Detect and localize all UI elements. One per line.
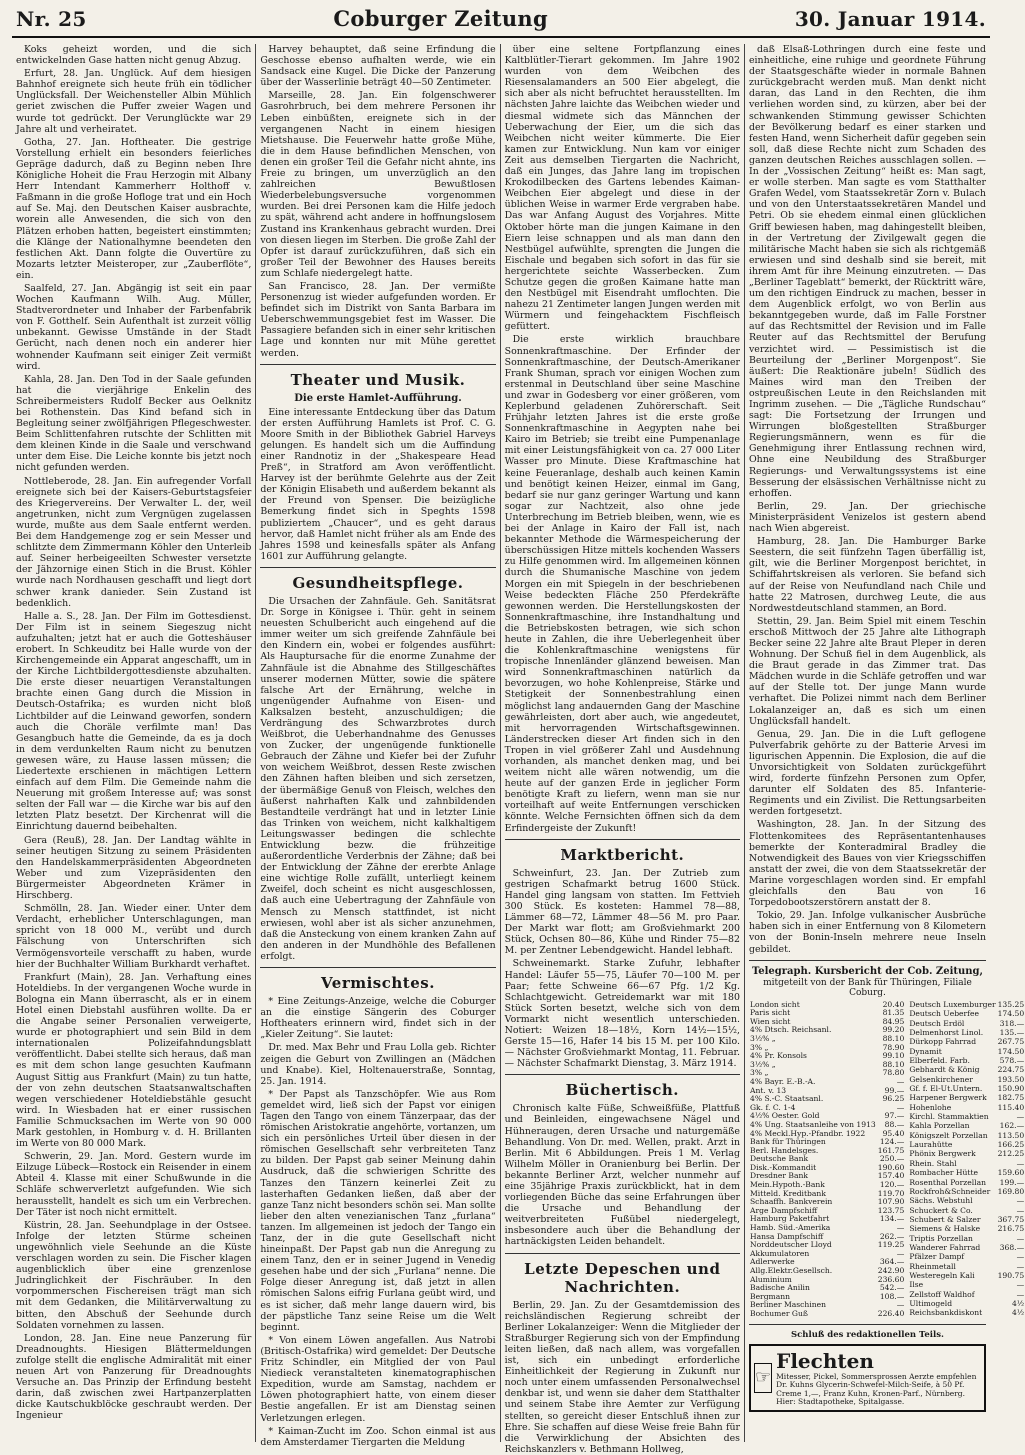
stock-name: Aluminium: [749, 1274, 792, 1284]
stock-row: [908, 1197, 1025, 1206]
stock-value: 97.—: [884, 1111, 905, 1121]
stock-name: Ant. v. 13: [749, 1085, 787, 1095]
stock-value: 113.50: [997, 1130, 1025, 1140]
stock-row: [908, 1272, 1025, 1281]
divider: [260, 567, 495, 568]
stock-value: 88.—: [884, 1119, 905, 1129]
stock-name: Schaaffh. Bankverein: [749, 1197, 833, 1207]
article-paragraph: Nottleberode, 28. Jan. Ein aufregender Vorfall ereignete sich bei der Kaisers-Geburtstagsfeier des Kriegervereins. Der Verwalter L. der, weil angetrunken, nicht zum Vergnügen zugelassen wurde, mußte aus dem Saale entfernt werden. Bei dem Handgemenge zog er sein Messer und schlitzte dem Zimmermann Köhler den Unterleib auf. Seiner herbeigeeilten Schwester versetzte der Jähzornige einen Stich in die Brust. Köhler wurde nach Nordhausen geschafft und liegt dort schwer krank danieder. Sein Zustand ist bedenklich.: [16, 475, 252, 609]
stock-name: Ilse: [909, 1280, 924, 1290]
stock-name: 3½% „: [749, 1059, 776, 1069]
stock-value: 199.—: [999, 1177, 1025, 1187]
stock-value: 578.—: [999, 1056, 1025, 1066]
article-paragraph: daß Elsaß-Lothringen durch eine feste und einheitliche, eine ruhige und geordnete Führung der Staatsgeschäfte wieder in normale Bahnen zurückgebracht werden muß. Man denkt nicht daran, das Land in den Rechten, die ihm verliehen worden sind, zu kürzen, aber bei der schwankenden Stimmung gewisser Schichten der Bevölkerung bedarf es einer starken und festen Hand, wenn Sicherheit dafür gegeben sein soll, daß diese Rechte nicht zum Schaden des ganzen deutschen Reiches ausschlagen sollen. — In der „Vossischen Zeitung“ heißt es: Man sagt, er wolle sterben. Man sagte es vom Statthalter Grafen Wedel, vom Staatssekretär Zorn v. Bulach und von den Unterstaatssekretären Mandel und Petri. Ob sie ehedem einmal einen glücklichen Griff bewiesen haben, mag dahingestellt bleiben, in der Vertretung der Zivilgewalt gegen die militärische Macht haben sie sich als richtgemäß erwiesen und sind deshalb sind sie bereit, mit ihrem Amt für ihre Meinung einzutreten. — Das „Berliner Tageblatt“ bemerkt, der Rücktritt wäre, um den richtigen Eindruck zu machen, besser in dem Augenblick erfolgt, wo von Berlin aus bekanntgegeben wurde, daß im Falle Forstner auf das Rechtsmittel der Revision und im Falle Reuter auf das Rechtsmittel der Berufung verzichtet wird. — Pessimistisch ist die Beurteilung der „Berliner Morgenpost“. Sie äußert: Die Reaktionäre jubeln! Südlich des Maines wird man den Treiben der ostpreußischen Leute in den Reichslanden mit Ingrimm zusehen. — Die „Tägliche Rundschau“ sagt: Die Fortsetzung der Irrungen und Wirrungen bloßgestellten Straßburger Regierungsmännern, wenn es für die Genehmigung ihrer Entlassung rechnen wird, Ohne eine Neubildung des Straßburger Regierungs- und Verwaltungssystems ist eine Besserung der elsässischen Verhältnisse nicht zu erhoffen.: [748, 44, 986, 499]
stock-value: —: [1016, 1252, 1025, 1262]
stock-row: [749, 1035, 905, 1044]
column-3-news: [505, 44, 740, 834]
stock-value: 159.60: [997, 1168, 1025, 1178]
stock-row: [908, 1066, 1025, 1075]
divider: [749, 1324, 986, 1325]
stock-name: Rhein. Stahl: [909, 1158, 957, 1168]
stock-value: 542.—: [879, 1283, 905, 1293]
theater-text: [260, 407, 495, 562]
stock-name: Kirchl. Stammaktien: [909, 1112, 989, 1122]
stock-value: 190.75: [997, 1270, 1025, 1280]
article-paragraph: Harvey behauptet, daß seine Erfindung die Geschosse ebenso aufhalten werde, wie ein Sandsack eine Kugel. Die Dicke der Panzerung über der Wasserlinie beträgt 40—50 Zentimeter.: [260, 44, 496, 89]
stock-value: 123.75: [877, 1205, 905, 1215]
stock-name: Deutsch Luxemburger: [909, 999, 996, 1009]
stock-value: 99.20: [882, 1025, 905, 1035]
stock-table-right: [908, 1001, 1025, 1319]
stock-value: 162.—: [999, 1121, 1025, 1131]
stock-name: Berliner Maschinen: [749, 1300, 827, 1310]
divider: [505, 1253, 740, 1254]
article-paragraph: San Francisco, 28. Jan. Der vermißte Personenzug ist wieder aufgefunden worden. Er befindet sich im Distrikt von Santa Barbara im Ueberschwemmungsgebiet fest im Wasser. Die Passagiere befanden sich in einer sehr kritischen Lage und konnten nur mit Mühe gerettet werden.: [260, 280, 496, 359]
article-paragraph: Kahla, 28. Jan. Den Tod in der Saale gefunden hat die vierjährige Enkelin des Schreibermeisters Rudolf Becker aus Oelknitz bei Rothenstein. Das Kind befand sich in Begleitung seiner zwölfjährigen Pflegeschwester. Beim Schlittenfahren rutschte der Schlitten mit dem kleinen Kinde in die Saale und verschwand unter dem Eise. Die Leiche konnte bis jetzt noch nicht gefunden werden.: [16, 373, 252, 474]
stock-name: Bergmann: [749, 1291, 791, 1301]
column-4-news: [749, 44, 986, 955]
stock-name: Dresdner Bank: [749, 1171, 808, 1181]
stock-value: 367.75: [997, 1214, 1025, 1224]
stock-name: Bank für Thüringen: [749, 1137, 826, 1147]
stock-row: [908, 1253, 1025, 1262]
section-title-misc: Vermischtes.: [321, 974, 435, 993]
stock-value: 119.25: [877, 1240, 905, 1250]
stock-name: Arge Dampfschiff: [749, 1205, 818, 1215]
article-paragraph: * Von einem Löwen angefallen. Aus Natrobi (Britisch-Ostafrika) wird gemeldet: Der Deutsche Fritz Schindler, ein Mitglied der von Paul Niedieck veranstalteten kinematographischen Expedition, wurde am Samstag, nachdem er Löwen photographiert hatte, von einem dieser Bestie angefallen. Er ist am Dienstag seinen Verletzungen erlegen.: [260, 1334, 496, 1424]
stock-name: Gebhardt & König: [909, 1065, 980, 1075]
stock-value: 78.80: [882, 1068, 905, 1078]
article-paragraph: Schwerin, 29. Jan. Mord. Gestern wurde im Eilzuge Lübeck—Rostock ein Reisender in einem Abteil 4. Klasse mit einer Schußwunde in die Schläfe schwerverletzt aufgefunden. Wie sich herausstellt, handelt es sich um ein Verbrechen. Der Täter ist noch nicht ermittelt.: [16, 1151, 252, 1218]
stock-name: Gf. f. El-Ut.Untern.: [909, 1084, 983, 1094]
article-paragraph: Marseille, 28. Jan. Ein folgenschwerer Gasrohrbruch, bei dem mehrere Personen ihr Leben einbüßten, ereignete sich in der vergangenen Nacht in einem hiesigen Mietshause. Die Feuerwehr hatte große Mühe, die in dem Hause befindlichen Menschen, von denen ein großer Teil die Gefahr nicht ahnte, ins Freie zu bringen, um unverzüglich an den zahlreichen Bewußtlosen Wiederbelebungsversuche vorgenommen wurden. Bei drei Personen kam die Hilfe jedoch zu spät, während acht andere in hoffnungslosem Zustand ins Krankenhaus gebracht wurden. Drei von diesen liegen im Sterben. Die große Zahl der Opfer ist darauf zurückzuführen, daß sich ein großer Teil der Bewohner des Hauses bereits zum Schlafe niedergelegt hatte.: [260, 90, 496, 279]
stock-value: 99.10: [882, 1051, 905, 1061]
stock-value: 226.40: [877, 1308, 905, 1318]
column-4: [745, 44, 1025, 1442]
stock-name: Akkumulatoren: [749, 1248, 810, 1258]
article-paragraph: Halle a. S., 28. Jan. Der Film im Gottesdienst. Der Film ist in seinem Siegeszug nicht aufzuhalten; jetzt hat er auch die Gotteshäuser erobert. In Schkeuditz bei Halle wurde von der Kirchengemeinde ein Apparat angeschafft, um in der Kirche Lichtbildergottesdienste abzuhalten. Die erste dieser neuartigen Veranstaltungen brachte einen Gang durch die Mission in Deutsch-Ostafrika; es wurden nicht bloß Lichtbilder auf die Leinwand geworfen, sondern auch die Choräle verfilmte man! Das Gesangbuch hatte die Gemeinde, da es ja doch in dem verdunkelten Raum nicht zu benutzen gewesen wäre, zu Hause lassen müssen; die Liedertexte erschienen in mächtigen Lettern einfach auf dem Film. Die Gemeinde nahm die Neuerung mit großem Interesse auf; was sonst selten der Fall war — die Kirche war bis auf den letzten Platz besetzt. Der Kirchenrat will die Einrichtung dauernd beibehalten.: [16, 610, 252, 833]
stock-value: —: [1016, 1261, 1025, 1271]
article-paragraph: Chronisch kalte Füße, Schweißfüße, Plattfuß und Beinleiden, eingewachsene Nägel und Hühneraugen, deren Ursache und naturgemäße Behandlung. Von Dr. med. Wellen, prakt. Arzt in Berlin. Mit 6 Abbildungen. Preis 1 M. Verlag Wilhelm Möller in Oranienburg bei Berlin. Der bekannte Berliner Arzt, welcher nunmehr auf eine 35jährige Praxis zurückblickt, hat in dem vorliegenden Büche das seine Erfahrungen über die Ursache und Behandlung der weitverbreiteten Fußübel niedergelegt, insbesondere auch über die Behandlung der hartnäckigsten Leiden behandelt.: [504, 1103, 740, 1248]
stock-name: 4% S.-C. Staatsanl.: [749, 1094, 824, 1104]
stock-row: [908, 1094, 1025, 1103]
stock-name: Zellstoff Waldhof: [909, 1289, 975, 1299]
stock-name: Berl. Handelsges.: [749, 1145, 819, 1155]
column-2: [256, 44, 500, 1448]
stock-row: [749, 1061, 905, 1070]
stock-value: 166.25: [997, 1140, 1025, 1150]
stock-value: 267.75: [997, 1037, 1025, 1047]
stock-name: Schubert & Salzer: [909, 1214, 981, 1224]
stock-name: Mitteld. Kreditbank: [749, 1188, 826, 1198]
article-paragraph: Schmölln, 28. Jan. Wieder einer. Unter dem Verdacht, erheblicher Unterschlagungen, man spricht von 18 000 M., verübt und durch Fälschung von Unterschriften sich Vermögensvorteile verschafft zu haben, wurde hier der Buchhalter William Burkhardt verhaftet.: [16, 903, 252, 970]
misc-text: [260, 996, 495, 1448]
stock-name: Wanderer Fahrrad: [909, 1242, 981, 1252]
stock-name: Norddeutscher Lloyd: [749, 1240, 832, 1250]
stock-value: 161.75: [877, 1145, 905, 1155]
stock-value: 174.50: [997, 1009, 1025, 1019]
article-paragraph: Berlin, 29. Jan. Der griechische Ministerpräsident Venizelos ist gestern abend nach Wien abgereist.: [748, 500, 986, 535]
article-paragraph: Schweinfurt, 23. Jan. Der Zutrieb zum gestrigen Schafmarkt betrug 1600 Stück. Handel ging langsam von statten. Im Fettvieh 300 Stück. Es kosteten: Hammel 78—88, Lämmer 68—72, Lämmer 48—56 M. pro Paar. Der Markt war flott; am Großviehmarkt 200 Stück, Ochsen 80—86, Kühe und Rinder 75—82 M. per Zentner Lebendgewicht. Handel lebhaft.: [504, 867, 740, 957]
stock-value: 174.50: [997, 1046, 1025, 1056]
article-paragraph: Dr. med. Max Behr und Frau Lolla geb. Richter zeigen die Geburt von Zwillingen an (Mädchen und Knabe). Kiel, Holtenauerstraße, Sonntag, 25. Jan. 1914.: [260, 1042, 496, 1087]
books-text: [505, 1103, 740, 1247]
stock-name: Mein.Hypoth.-Bank: [749, 1180, 825, 1190]
stock-name: Delmenhorst Linol.: [909, 1028, 984, 1037]
stock-value: 107.90: [877, 1197, 905, 1207]
stock-name: 4% Dtsch. Reichsanl.: [749, 1025, 832, 1035]
stock-value: 135.—: [999, 1028, 1025, 1037]
stock-value: 120.—: [879, 1180, 905, 1190]
article-paragraph: Küstrin, 28. Jan. Seehundplage in der Ostsee. Infolge der letzten Stürme scheinen ungewöhnlich viele Seehunde an die Küste verschlagen worden zu sein. Die Fischer klagen augenblicklich über eine grenzenlose Judringlichkeit der Fischräuber. In den vorpommerschen Fischereisen trägt man sich mit dem Gedanken, die Militärverwaltung zu bitten, den Abschuß der Seehunde durch Soldaten vornehmen zu lassen.: [16, 1219, 252, 1331]
stock-name: Harpener Bergwerk: [909, 1093, 987, 1103]
section-title-health: Gesundheitspflege.: [292, 573, 464, 592]
section-title-theater: Theater und Musik.: [290, 370, 466, 389]
stock-name: Badische Anilin: [749, 1283, 810, 1293]
stock-name: Ultimogeld: [909, 1298, 953, 1308]
stock-value: 119.70: [877, 1188, 905, 1198]
stock-value: 190.60: [877, 1162, 905, 1172]
dispatches-text: [505, 1300, 740, 1455]
hand-icon: ☞: [754, 1363, 772, 1393]
article-paragraph: Berlin, 29. Jan. Zu der Gesamtdemission des reichsländischen Regierung schreibt der Berliner Lokalanzeiger: Wenn die Mitglieder der Straßburger Regierung sich von der Empfindung leiten ließen, daß nach allem, was vorgefallen ist, sich ein unbedingt erforderliche Einheitlichkeit der Regierung in Zukunft nur noch unter einem umfassenden Personalwechsel denkbar ist, und wenn sie daher dem Statthalter und seinem Stabe ihre Aemter zur Verfügung stellten, so gereicht dieser Entschluß ihnen zur Ehre. Sie schaffen auf diese Weise freie Bahn für die Verwirklichung der Absichten des Reichskanzlers v. Bethmann Hollweg,: [504, 1299, 740, 1455]
stock-value: 134.—: [879, 1214, 905, 1224]
stock-value: —: [896, 1102, 905, 1112]
divider: [749, 960, 986, 961]
column-1-text: [16, 44, 251, 1421]
stock-name: Schuckert & Co.: [909, 1205, 973, 1215]
stock-value: —: [1016, 1289, 1025, 1299]
stock-name: London sicht: [749, 999, 800, 1009]
stock-value: —: [896, 1300, 905, 1310]
stock-table-left: [749, 1001, 905, 1319]
column-2-news: [260, 44, 495, 359]
stock-name: Deutsche Bank: [749, 1154, 809, 1164]
article-paragraph: Eine interessante Entdeckung über das Datum der ersten Aufführung Hamlets ist Prof. C. G. Moore Smith in der Bibliothek Gabriel Harveys gelungen. Es handelt sich um die Auffindung einer Randnotiz in der „Shakespeare Head Preß“, in Stratford am Avon veröffentlicht. Harvey ist der berühmte Gelehrte aus der Zeit der Königin Elisabeth und außerdem bekannt als der Freund von Spenser. Die beizügliche Bemerkung findet sich in Speghts 1598 publiziertem „Chaucer“, und es geht daraus hervor, daß Hamlet nicht früher als am Ende des Jahres 1598 und keinesfalls später als Anfang 1601 zur Aufführung gelangte.: [260, 406, 496, 562]
section-title-books: Büchertisch.: [565, 1081, 680, 1100]
stock-value: 262.—: [879, 1231, 905, 1241]
stock-value: 99.—: [884, 1085, 905, 1095]
stock-value: —: [896, 1076, 905, 1086]
stock-name: Laurahütte: [909, 1140, 953, 1150]
stock-name: Rockfroh&Schneider: [909, 1186, 991, 1196]
article-paragraph: Genua, 29. Jan. Die in die Luft geflogene Pulverfabrik gehörte zu der Batterie Arvesi im ligurischen Appennin. Die Explosion, die auf die Unvorsichtigkeit von Soldaten zurückgeführt wird, forderte fünfzehn Personen zum Opfer, darunter elf Soldaten des 85. Infanterie-Regiments und ein Zivilist. Die Rettungsarbeiten werden fortgesetzt.: [748, 728, 986, 818]
stock-value: —: [896, 1223, 905, 1233]
stock-name: Reichsbankdiskont: [909, 1308, 983, 1318]
stock-name: Phönix Bergwerk: [909, 1149, 976, 1159]
stock-row: [908, 1281, 1025, 1290]
stock-value: —: [896, 1248, 905, 1258]
stock-value: 157.40: [877, 1171, 905, 1181]
stock-name: Hamb. Süd.-Amerika: [749, 1223, 831, 1233]
article-paragraph: Erfurt, 28. Jan. Unglück. Auf dem hiesigen Bahnhof ereignete sich heute früh ein tödlicher Unglücksfall. Der Weichensteller Albin Mühlich geriet zwischen die Puffer zweier Wagen und wurde tot gedrückt. Der Verunglückte war 29 Jahre alt und verheiratet.: [16, 68, 252, 135]
ad-text: Mitesser, Pickel, Sommersprossen Aerzte empfehlen Dr. Kuhns Glycerin-Schwefel-Milch-Seife, à 50 Pf. Creme 1,—, Franz Kuhn, Kronen-Parf., Nürnberg. Hier: Stadtapotheke, Spitalgasse.: [776, 1371, 977, 1407]
stock-value: 236.60: [877, 1274, 905, 1284]
article-paragraph: Washington, 28. Jan. In der Sitzung des Flottenkomitees des Repräsentantenhauses bemerkte der Konteradmiral Bradley die Notwendigkeit des Baues von vier Kriegsschiffen anstatt der zwei, die von dem Staatssekretär der Marine vorgeschlagen worden sind. Er empfahl gleichfalls den Bau von 16 Torpedobootszerstörern anstatt der 8.: [748, 819, 986, 909]
end-of-editorial-note: Schluß des redaktionellen Teils.: [790, 1329, 944, 1340]
stock-report-subtitle: mitgeteilt von der Bank für Thüringen, Filiale Coburg.: [763, 977, 972, 998]
stock-value: —: [1016, 1233, 1025, 1243]
stock-name: Hohenlohe: [909, 1102, 952, 1112]
stock-name: Disk.-Kommandit: [749, 1162, 817, 1172]
stock-value: 224.75: [997, 1065, 1025, 1075]
stock-value: 169.80: [997, 1186, 1025, 1196]
stock-value: 364.—: [879, 1257, 905, 1267]
stock-name: Dynamit: [909, 1046, 942, 1056]
stock-name: Westeregeln Kali: [909, 1270, 975, 1280]
stock-name: Rheinmetall: [909, 1261, 956, 1271]
article-paragraph: Hamburg, 28. Jan. Die Hamburger Barke Seestern, die seit fünfzehn Tagen überfällig ist, gilt, wie die Berliner Morgenpost berichtet, in Schiffahrtskreisen als verloren. Sie befand sich auf der Reise von Neufundland nach Chile und hatte 22 Matrosen, durchweg Leute, die aus Nordwestdeutschland stammen, an Bord.: [748, 536, 986, 614]
stock-name: Königszelt Porzellan: [909, 1130, 988, 1140]
stock-value: —: [1016, 1205, 1025, 1215]
stock-row: [908, 1038, 1025, 1047]
stock-row: [908, 1309, 1025, 1319]
stock-value: 135.25: [997, 999, 1025, 1009]
article-paragraph: Schweinemarkt. Starke Zufuhr, lebhafter Handel: Läufer 55—75, Läufer 70—100 M. per Paar; fette Schweine 66—67 Pfg. 1/2 Kg. Schlachtgewicht. Getreidemarkt war mit 180 Stück Sorten besetzt, welche sich von dem Vormarkt nicht wesentlich unterschieden. Notiert: Weizen 18—18½, Korn 14½—15½, Gerste 15—16, Hafer 14 bis 15 M. per 100 Kilo. — Nächster Großviehmarkt Montag, 11. Februar. — Nächster Schafmarkt Dienstag, 3. März 1914.: [504, 958, 740, 1070]
stock-row: [908, 1225, 1025, 1234]
column-1: [12, 44, 256, 1442]
section-title-market: Marktbericht.: [560, 845, 685, 864]
article-title-hamlet: Die erste Hamlet-Aufführung.: [294, 392, 462, 404]
article-paragraph: London, 28. Jan. Eine neue Panzerung für Dreadnoughts. Hiesigen Blättermeldungen zufolge stellt die englische Admiralität mit einer neuen Art von Panzerung für Dreadnoughts Versuche an. Das Prinzip der Erfindung besteht darin, daß zwischen zwei Hartpanzerplatten dicke Kautschukblöcke geschraubt werden. Der Ingenieur: [16, 1332, 252, 1422]
stock-name: 4% Meckl.Hyp.-Pfandbr. 1922: [749, 1128, 866, 1138]
column-3: [501, 44, 745, 1455]
stock-name: Triptis Porzellan: [909, 1233, 973, 1243]
stock-name: Rosenthal Porzellan: [909, 1177, 986, 1187]
stock-value: 193.50: [997, 1074, 1025, 1084]
stock-value: 368.—: [999, 1242, 1025, 1252]
ad-headline: Flechten: [776, 1348, 874, 1373]
article-paragraph: * Kaiman-Zucht im Zoo. Schon einmal ist aus dem Amsterdamer Tiergarten die Meldung: [260, 1425, 496, 1448]
stock-name: Deutsch Erdöl: [909, 1018, 965, 1028]
stock-value: 20.40: [882, 999, 905, 1009]
stock-value: 88.10: [882, 1059, 905, 1069]
stock-value: 96.25: [882, 1094, 905, 1104]
stock-name: Gk. f. C. 1-4: [749, 1102, 796, 1112]
article-paragraph: * Eine Zeitungs-Anzeige, welche die Coburger an die einstige Sängerin des Coburger Hoftheaters erinnern wird, findet sich in der „Kieler Zeitung“. Sie lautet:: [260, 996, 496, 1041]
market-text: [505, 868, 740, 1070]
stock-value: 182.75: [997, 1093, 1025, 1103]
issue-number: Nr. 25: [16, 7, 87, 31]
stock-value: 124.—: [879, 1137, 905, 1147]
stock-value: 84.95: [882, 1016, 905, 1026]
stock-row: [749, 1310, 905, 1319]
stock-name: Dürkopp Fahrrad: [909, 1037, 977, 1047]
stock-value: 250.—: [879, 1154, 905, 1164]
divider: [260, 364, 495, 365]
divider: [260, 967, 495, 968]
stock-name: Paris sicht: [749, 1008, 791, 1018]
issue-date: 30. Januar 1914.: [794, 7, 986, 31]
article-paragraph: Gotha, 27. Jan. Hoftheater. Die gestrige Vorstellung erhielt ein besonders feierliches Gepräge dadurch, daß zu Beginn neben Ihre Königliche Hoheit die Frau Herzogin mit Albany Herr Intendant Kammerherr Holthoff v. Faßmann in die große Hofloge trat und ein Hoch auf Se. Maj. den Deutschen Kaiser ausbrachte, worein alle Anwesenden, die sich von den Plätzen erhoben hatten, begeistert einstimmten; die Klänge der Nationalhymne beendeten den festlichen Akt. Dann folgte die Ouvertüre zu Mozarts letzter Meisteroper, zur „Zauberflöte“, ein.: [16, 136, 252, 281]
stock-value: 108.—: [879, 1291, 905, 1301]
stock-name: Rombacher Hütte: [909, 1168, 978, 1178]
article-paragraph: Stettin, 29. Jan. Beim Spiel mit einem Teschin erschoß Mittwoch der 25 Jahre alte Lithograph Becker seine 22 Jahre alte Braut Pleper in deren Wohnung. Der Schuß fiel in dem Augenblick, als die Braut gerade in das Zimmer trat. Das Mädchen wurde in die Schläfe getroffen und war auf der Stelle tot. Der junge Mann wurde verhaftet. Die Polizei nimmt nach dem Berliner Lokalanzeiger an, daß es sich um einen Unglücksfall handelt.: [748, 615, 986, 727]
stock-value: 81.35: [882, 1008, 905, 1018]
article-paragraph: Koks geheizt worden, und die sich entwickelnden Gase hatten nicht genug Abzug.: [16, 44, 252, 67]
stock-name: Kahla Porzellan: [909, 1121, 970, 1131]
divider: [505, 1074, 740, 1075]
article-paragraph: Die erste wirklich brauchbare Sonnenkraftmaschine. Der Erfinder der Sonnenkraftmaschine, der Deutsch-Amerikaner Frank Shuman, sprach vor einigen Wochen zum erstenmal in Deutschland über seine Maschine und zwar in Godesberg vor einer größeren, vom Keplerbund geladenen Zuhörerschaft. Seit Frühjahr letzten Jahres ist die erste große Sonnenkraftmaschine in Aegypten nahe bei Kairo im Betrieb; sie treibt eine Pumpenanlage mit einer Leistungsfähigkeit von ca. 27 000 Liter Wasser pro Minute. Diese Kraftmaschine hat keine Feueranlage, deshalb auch keinen Kamin und benötigt keinen Heizer, einmal im Gang, bedarf sie nur ganz geringer Wartung und kann sogar zur Nachtzeit, also ohne jede Unterbrechung im Betrieb bleiben, wenn, wie es bei der Anlage in Kairo der Fall ist, nach bekannter Methode die Wärmespeicherung der überschüssigen Hitze mittels kochenden Wassers zu Hilfe genommen wird. Im allgemeinen können durch die Shumanische Maschine von jedem Morgen ein mit Spiegeln in der beschriebenen Weise bedeckten Fläche 250 Pferdekräfte gewonnen werden. Die Herstellungskosten der Sonnenkraftmaschine, ihre Instandhaltung und die Betriebskosten betragen, wie sich schon heute in Zahlen, die ihre Ueberlegenheit über die Kohlenkraftmaschine wenigstens für tropische Innenländer glänzend beweisen. Man wird Sonnenkraftmaschinen natürlich da bevorzugen, wo hohe Kohlenpreise, Stärke und Stetigkeit der Sonnenbestrahlung einen möglichst lang andauernden Gang der Maschine gewährleisten, dort aber auch, wie angedeutet, mit hervorragenden Wirtschaftsgewinnen. Länderstrecken dieser Art finden sich in den Tropen in viel größerer Zahl und Ausdehnung vorhanden, als manchet denken mag, und bei weitem nicht alle wären notwendig, um die heute auf der ganzen Erde in jeglicher Form benötigte Kraft zu liefern, wenn man sie nur vorteilhaft auf weite Entfernungen verschicken könnte. Welche Fernsichten öffnen sich da dem Erfindergeiste der Zukunft!: [504, 334, 740, 834]
divider: [505, 839, 740, 840]
stock-name: 4% Ung. Staatsanleihe von 1913: [749, 1119, 876, 1129]
newspaper-title: Coburger Zeitung: [333, 6, 548, 31]
article-paragraph: Die Ursachen der Zahnfäule. Geh. Sanitätsrat Dr. Sorge in Königsee i. Thür. geht in seinem neuesten Schulbericht auch eingehend auf die immer weiter um sich greifende Zahnfäule bei den Kindern ein, wobei er folgendes ausführt: Als Hauptursache für die enorme Zunahme der Zahnfäule ist die Abnahme des Stillgeschäftes unserer modernen Mütter, sowie die spätere falsche Art der Ernährung, welche in ungenügender Aufnahme von Eisen- und Kalksalzen besteht, anzuschuldigen; die Verdrängung des Schwarzbrotes durch Weißbrot, die Ueberhandnahme des Genusses von Zucker, der ungenügende funktionelle Gebrauch der Zähne und Kiefer bei der Zufuhr von weichem Weißbrot, dessen Reste zwischen den Zähnen haften bleiben und sich zersetzen, der übermäßige Genuß von Fleisch, welches den äußerst nahrhaften Kalk und zahnbildenden Bestandteile verdrängt hat und in letzter Linie das Trinken von weichem, nicht kalkhaltigem Leitungswasser bedingen die schlechte Entwicklung bezw. die frühzeitige außerordentliche Verderbnis der Zähne; daß bei der Entwicklung der Zähne der ererbte Anlage eine wichtige Rolle zufällt, unterliegt keinem Zweifel, doch scheint es nicht ausgeschlossen, daß auch eine Uebertragung der Zahnfäule von Mensch zu Mensch stattfindet, ist nicht erwiesen, wohl aber ist als sicher anzunehmen, daß die Ansteckung von einem kranken Zahn auf den anderen in der Mundhöhle des Befallenen erfolgt.: [260, 595, 496, 962]
masthead: [12, 6, 990, 38]
stock-value: 4½: [1011, 1308, 1025, 1318]
stock-name: 3% „: [749, 1042, 769, 1052]
article-paragraph: Gera (Reuß), 28. Jan. Der Landtag wählte in seiner heutigen Sitzung zu seinem Präsidenten den Handelskammerpräsidenten Abgeordneten Weber und zum Vizepräsidenten den Bürgermeister Abgeordneten Krämer in Hirschberg.: [16, 834, 252, 902]
stock-value: 88.10: [882, 1033, 905, 1043]
stock-name: 4½% Oester. Gold: [749, 1111, 820, 1121]
stock-name: Deutsch Ueberfee: [909, 1009, 979, 1019]
stock-value: 115.40: [997, 1102, 1025, 1112]
stock-name: Gelsenkirchener: [909, 1074, 973, 1084]
stock-value: —: [1016, 1112, 1025, 1122]
section-title-dispatches: Letzte Depeschen und Nachrichten.: [524, 1259, 721, 1296]
stock-value: —: [1016, 1158, 1025, 1168]
advertisement: [749, 1344, 986, 1412]
article-paragraph: Saalfeld, 27. Jan. Abgängig ist seit ein paar Wochen Kaufmann Wilh. Aug. Müller, Stadtverordneter und Inhaber der Farbenfabrik von F. Gotthelf. Sein Aufenthalt ist zurzeit völlig unbekannt. Gewisse Umstände in der Stadt Gerücht, nach denen noch ein anderer hier wohnender Kaufmann seit einiger Zeit vermißt wird.: [16, 282, 252, 372]
stock-name: 4% Pr. Konsols: [749, 1051, 807, 1061]
stock-value: 212.25: [997, 1149, 1025, 1159]
stock-name: Elberfeld. Farb.: [909, 1056, 970, 1066]
stock-name: Hamburg Paketfahrt: [749, 1214, 830, 1224]
article-paragraph: Frankfurt (Main), 28. Jan. Verhaftung eines Hoteldiebs. In der vergangenen Woche wurde in Bologna ein Mann überrascht, als er in einem Hotel einen Diebstahl ausführen wollte. Da er die Angabe seiner Personalien verweigerte, wurde er photographiert und sein Bild in dem internationalen Polizeifahndungsblatt veröffentlicht. Dabei stellte sich heraus, daß man es mit dem schon lange gesuchten Kaufmann August Sittig aus Frankfurt (Main) zu tun hatte, der von zehn deutschen Staatsanwaltschaften wegen verschiedener Hoteldiebstähle gesucht wird. In Wiesbaden hat er einer russischen Familie Schmucksachen im Werte von 90 000 Mark gestohlen, in Homburg v. d. H. Brillanten im Werte von 80 000 Mark.: [16, 971, 252, 1150]
stock-name: 3% „: [749, 1068, 769, 1078]
stock-name: Allg.Elektr.Gesellsch.: [749, 1266, 833, 1275]
stock-report-title: Telegraph. Kursbericht der Cob. Zeitung,: [751, 965, 984, 977]
stock-name: Pfälzer Dampf: [909, 1252, 965, 1262]
stock-row: [908, 1122, 1025, 1131]
stock-name: Bochumer Guß: [749, 1308, 808, 1318]
article-paragraph: Tokio, 29. Jan. Infolge vulkanischer Ausbrüche haben sich in einer Entfernung von 8 Kilometern von der Bonin-Inseln mehrere neue Inseln gebildet.: [748, 910, 986, 955]
stock-report-table: [749, 999, 1025, 1319]
article-paragraph: * Der Papst als Tanzschöpfer. Wie aus Rom gemeldet wird, ließ sich der Papst vor einigen Tagen den Tango von einem Tänzerpaar, das der römischen Aristokratie angehörte, vortanzen, um sich ein persönliches Urteil über diesen in der römischen Gesellschaft sehr verbreiteten Tanz zu bilden. Der Papst gab seiner Meinung dahin Ausdruck, daß die schwierigen Schritte des Tanzes den Tänzern keinerlei Zeit zu lasterhaften Gedanken ließen, daß aber der ganze Tanz nicht besonders schön sei. Man sollte lieber den alten venezianischen Tanz „furlana“ tanzen. Im allgemeinen ist jedoch der Tango ein Tanz, der in die gute Gesellschaft nicht hineinpaßt. Der Papst gab nun die Anregung zu einem Tanz, den er in seiner Jugend in Venedig gesehen habe und der sich „Furlana“ nenne. Die Folge dieser Anregung ist, daß jetzt in allen römischen Salons eifrig Furlana geübt wird, und es ist sicher, daß mehr lange dauern wird, bis der päpstliche Tanz seine Reise um die Welt beginnt.: [260, 1088, 496, 1333]
article-paragraph: über eine seltene Fortpflanzung eines Kaltblütler-Tierart gekommen. Im Jahre 1902 wurden von dem Weibchen des Riesensalamanders an 500 Eier abgelegt, die sich aber als nicht befruchtet herausstellten. Im nächsten Jahre laichte das Weibchen wieder und diesmal widmete sich das Männchen der Ueberwachung der Eier, um die sich das Weibchen nicht weiter kümmerte. Die Eier kamen zur Entwicklung. Nun kam vor einiger Zeit aus demselben Tiergarten die Nachricht, daß ein Junges, das Jahre lang im tropischen Krokodilbecken des Gartens lebendes Kaiman-Weibchen Eier abgelegt und diese in der üblichen Weise in warmer Erde vergraben habe. Das war Anfang August des Vorjahres. Mitte Oktober hörte man die jungen Kaimane in den Eiern leise schnappen und als man dann den Nestbügel aufwühlte, sprengten die Jungen die Eischale und begaben sich sofort in das für sie hergerichtete seichte Wasserbecken. Zum Schutze gegen die großen Kaimane hatte man den Nestbügel mit Eisendraht umflochten. Die nahezu 21 Zentimeter langen Jungen werden mit Würmern und feingehacktem Fischfleisch gefüttert.: [504, 44, 740, 333]
stock-value: 150.90: [997, 1084, 1025, 1094]
stock-value: —: [1016, 1280, 1025, 1290]
health-text: [260, 596, 495, 962]
stock-row: [908, 1169, 1025, 1178]
stock-name: Siemens & Halske: [909, 1224, 981, 1234]
stock-row: [908, 1010, 1025, 1019]
stock-value: 216.75: [997, 1224, 1025, 1234]
stock-value: 78.90: [882, 1042, 905, 1052]
stock-name: Wien sicht: [749, 1016, 791, 1026]
stock-name: Hansa Dampfschiff: [749, 1231, 824, 1241]
stock-value: 242.90: [877, 1266, 905, 1275]
stock-name: 4% Bayr. E.-B.-A.: [749, 1076, 816, 1086]
stock-value: 95.40: [882, 1128, 905, 1138]
stock-name: 3½% „: [749, 1033, 776, 1043]
stock-value: —: [1016, 1196, 1025, 1206]
stock-name: Adlerwerke: [749, 1257, 795, 1267]
stock-value: 4½: [1011, 1298, 1025, 1308]
stock-value: 318.—: [999, 1018, 1025, 1028]
stock-name: Sächs. Webstuhl: [909, 1196, 973, 1206]
